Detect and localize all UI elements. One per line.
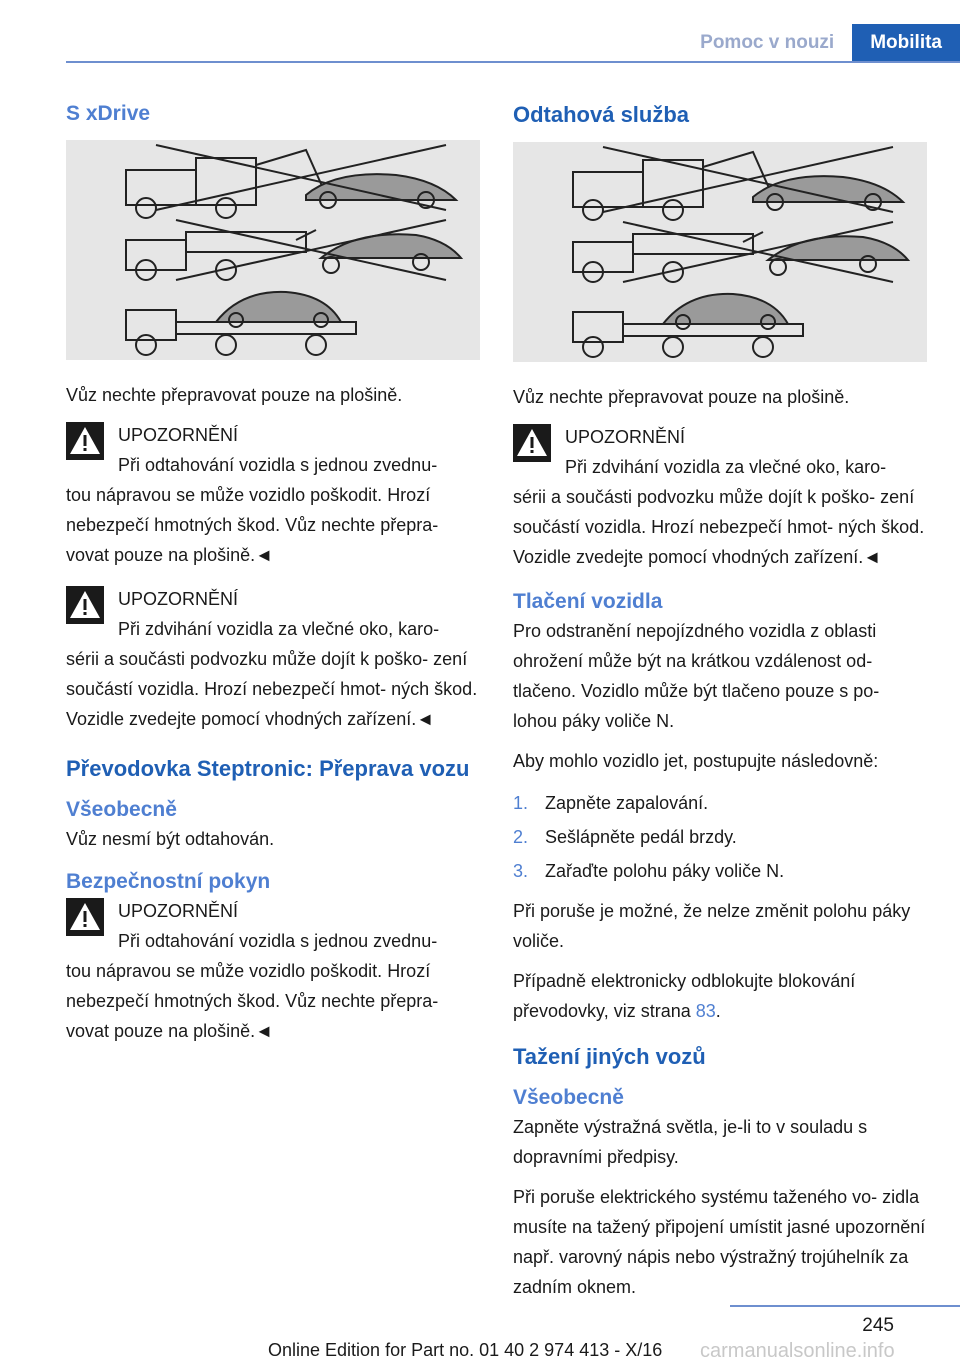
electric-text: Při poruše elektrického systému taženého vo‐ zidla musíte na tažený připojení umístit jasné upozornění např. varovný nápis nebo výstražný trojúhelník za zadním oknem. [513, 1187, 926, 1297]
step-number: 3. [513, 861, 529, 881]
warning-label: UPOZORNĚNÍ [118, 589, 239, 609]
heading-safety: Bezpečnostní pokyn [66, 870, 271, 893]
warning-block-1 [66, 420, 480, 570]
warning-triangle-icon [66, 422, 104, 460]
step-text: Sešlápněte pedál brzdy. [545, 827, 737, 847]
step-text: Zařaďte polohu páky voliče N. [545, 861, 785, 881]
unlock-text-paragraph [513, 966, 927, 1026]
warning-block-3 [66, 896, 480, 1046]
towing-trucks-drawing [513, 142, 927, 362]
heading-steptronic: Převodovka Steptronic: Přeprava vozu [66, 756, 470, 781]
page-link-83[interactable]: 83 [695, 1001, 716, 1021]
step-text: Zapněte zapalování. [545, 793, 709, 813]
warning-label: UPOZORNĚNÍ [565, 427, 686, 447]
warning-block-4 [513, 422, 927, 572]
step-number: 2. [513, 827, 529, 847]
heading-general-right: Všeobecně [513, 1086, 624, 1109]
fault-text: Při poruše je možné, že nelze změnit polohu páky voliče. [513, 901, 911, 951]
heading-push-vehicle: Tlačení vozidla [513, 590, 663, 613]
tab-pomoc-v-nouzi[interactable]: Pomoc v nouzi [682, 24, 852, 62]
watermark: carmanualsonline.info [700, 1340, 895, 1362]
step-number: 1. [513, 793, 529, 813]
list-item [513, 786, 927, 820]
warning-body: sérii a součásti podvozku může dojít k poško‐ zení součástí vozidla. Hrozí nebezpečí hmot‐ ných škod. Vozidle zvedejte pomocí vhodných zařízení.◄ [513, 487, 925, 567]
heading-general: Všeobecně [66, 798, 177, 821]
warning-block-2 [66, 584, 480, 734]
left-column [66, 100, 480, 1060]
warning-first-line: Při odtahování vozidla s jednou zvednu‐ [118, 455, 438, 475]
warning-body: tou nápravou se může vozidlo poškodit. Hrozí nebezpečí hmotných škod. Vůz nechte přepra‐ vovat pouze na plošině.◄ [66, 485, 439, 565]
hazard-text: Zapněte výstražná světla, je-li to v souladu s dopravními předpisy. [513, 1117, 868, 1167]
warning-body: sérii a součásti podvozku může dojít k poško‐ zení součástí vozidla. Hrozí nebezpečí hmot‐ ných škod. Vozidle zvedejte pomocí vhodných zařízení.◄ [66, 649, 478, 729]
warning-triangle-icon [66, 586, 104, 624]
right-caption: Vůz nechte přepravovat pouze na plošině. [513, 387, 850, 407]
footer-rule [730, 1305, 960, 1307]
towing-illustration [513, 142, 927, 362]
heading-tow-other-vehicles: Tažení jiných vozů [513, 1044, 706, 1069]
warning-first-line: Při odtahování vozidla s jednou zvednu‐ [118, 931, 438, 951]
page-number: 245 [862, 1315, 894, 1336]
steps-list [513, 786, 927, 888]
unlock-end: . [715, 1001, 721, 1021]
right-column [513, 100, 927, 1312]
header-tabs [682, 24, 960, 62]
warning-label: UPOZORNĚNÍ [118, 425, 239, 445]
heading-xdrive: S xDrive [66, 102, 151, 125]
general-text: Vůz nesmí být odtahován. [66, 829, 275, 849]
towing-trucks-drawing [66, 140, 480, 360]
steps-intro: Aby mohlo vozidlo jet, postupujte následovně: [513, 751, 879, 771]
list-item [513, 820, 927, 854]
towing-illustration [66, 140, 480, 360]
header-rule [66, 61, 960, 63]
list-item [513, 854, 927, 888]
warning-label: UPOZORNĚNÍ [118, 901, 239, 921]
warning-triangle-icon [66, 898, 104, 936]
left-caption: Vůz nechte přepravovat pouze na plošině. [66, 385, 403, 405]
tab-mobilita[interactable]: Mobilita [852, 24, 960, 62]
warning-triangle-icon [513, 424, 551, 462]
unlock-text: Případně elektronicky odblokujte blokování převodovky, viz strana [513, 971, 856, 1021]
edition-text: Online Edition for Part no. 01 40 2 974 413 - X/16 [268, 1340, 663, 1360]
warning-first-line: Při zdvihání vozidla za vlečné oko, karo‐ [565, 457, 887, 477]
warning-body: tou nápravou se může vozidlo poškodit. Hrozí nebezpečí hmotných škod. Vůz nechte přepra‐ vovat pouze na plošině.◄ [66, 961, 439, 1041]
push-text: Pro odstranění nepojízdného vozidla z oblasti ohrožení může být na krátkou vzdálenost od‐ tlačeno. Vozidlo může být tlačeno pouze s po‐ lohou páky voliče N. [513, 621, 880, 731]
heading-towing-service: Odtahová služba [513, 102, 690, 127]
warning-first-line: Při zdvihání vozidla za vlečné oko, karo‐ [118, 619, 440, 639]
